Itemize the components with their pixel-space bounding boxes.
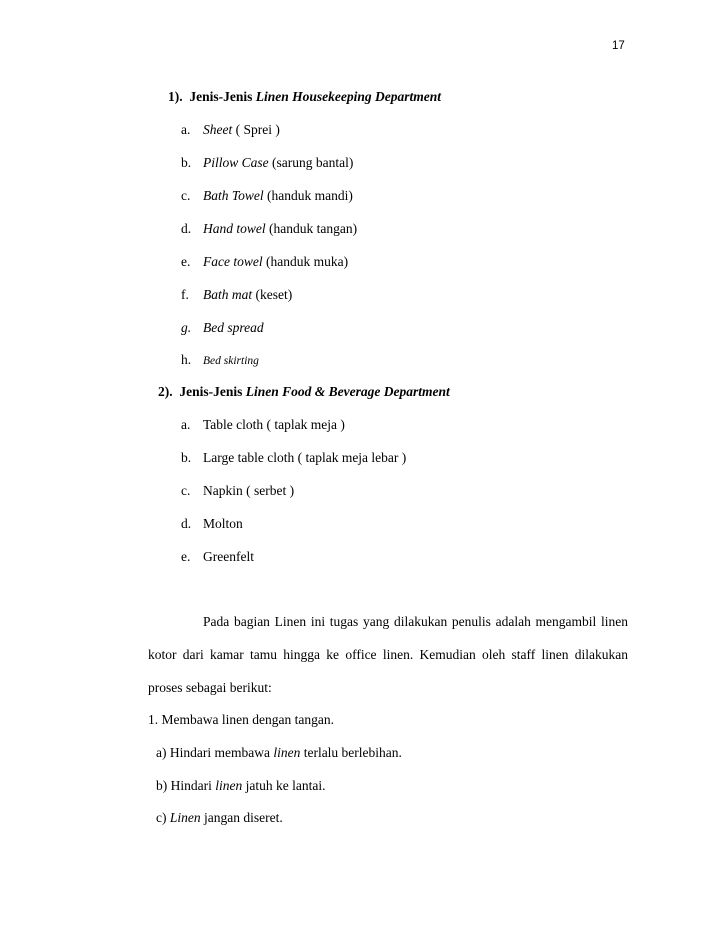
- section1-title-italic: Linen Housekeeping Department: [255, 89, 442, 104]
- list-item: [181, 352, 259, 368]
- item-term: Face towel: [203, 254, 263, 269]
- list-item: [181, 417, 345, 433]
- list-item: [181, 221, 357, 237]
- list-item: [181, 549, 254, 565]
- item-term: Bed spread: [203, 320, 264, 335]
- item-term: Pillow Case: [203, 155, 269, 170]
- sub-item-prefix: b) Hindari: [156, 778, 216, 793]
- list-item: [181, 188, 353, 204]
- sub-item-italic: Linen: [169, 810, 201, 825]
- item-marker: b.: [181, 155, 192, 170]
- item-marker: g.: [181, 320, 192, 335]
- sub-item: [156, 778, 325, 794]
- sub-item-prefix: c): [156, 810, 170, 825]
- item-desc: (keset): [252, 287, 293, 302]
- item-term: Bath mat: [203, 287, 253, 302]
- item-text: Table cloth ( taplak meja ): [203, 417, 345, 432]
- step-1: 1. Membawa linen dengan tangan.: [148, 712, 334, 727]
- list-item: [181, 450, 406, 466]
- item-term: Bed skirting: [203, 355, 259, 367]
- page-number: 17: [612, 40, 625, 52]
- list-item: [181, 122, 280, 138]
- sub-item-suffix: terlalu berlebihan.: [300, 745, 402, 760]
- item-text: Molton: [203, 516, 243, 531]
- item-marker: h.: [181, 352, 192, 367]
- item-desc: (sarung bantal): [268, 155, 354, 170]
- list-item: [181, 287, 292, 303]
- section2-number: 2).: [158, 384, 173, 399]
- item-desc: (handuk muka): [262, 254, 349, 269]
- item-marker: a.: [181, 122, 191, 137]
- list-item: [181, 483, 294, 499]
- item-marker: a.: [181, 417, 191, 432]
- item-marker: d.: [181, 221, 192, 236]
- item-marker: e.: [181, 254, 191, 269]
- item-marker: d.: [181, 516, 192, 531]
- section2-title-italic: Linen Food & Beverage Department: [245, 384, 450, 399]
- section2-heading: [158, 384, 450, 400]
- body-paragraph: Pada bagian Linen ini tugas yang dilakukan penulis adalah mengambil linen kotor dari kamar tamu hingga ke office linen. Kemudian oleh staff linen dilakukan proses sebagai berikut:: [148, 614, 628, 695]
- item-term: Hand towel: [203, 221, 266, 236]
- item-desc: (handuk tangan): [265, 221, 358, 236]
- item-desc: (handuk mandi): [263, 188, 353, 203]
- list-item: [181, 516, 243, 532]
- item-marker: c.: [181, 483, 191, 498]
- sub-item: [156, 810, 283, 826]
- sub-item-suffix: jatuh ke lantai.: [242, 778, 326, 793]
- item-marker: f.: [181, 287, 189, 302]
- sub-item: [156, 745, 402, 761]
- item-desc: ( Sprei ): [232, 122, 280, 137]
- section1-heading: [168, 89, 441, 105]
- sub-item-prefix: a) Hindari membawa: [156, 745, 274, 760]
- item-term: Sheet: [203, 122, 233, 137]
- section1-number: 1).: [168, 89, 183, 104]
- list-item: [181, 155, 353, 171]
- item-marker: e.: [181, 549, 191, 564]
- sub-item-italic: linen: [273, 745, 301, 760]
- sub-item-suffix: jangan diseret.: [200, 810, 283, 825]
- section2-title-plain: Jenis-Jenis: [179, 384, 243, 399]
- item-text: Greenfelt: [203, 549, 254, 564]
- item-marker: b.: [181, 450, 192, 465]
- list-item: [181, 254, 348, 270]
- list-item: [181, 320, 264, 336]
- item-term: Bath Towel: [203, 188, 264, 203]
- item-marker: c.: [181, 188, 191, 203]
- sub-item-italic: linen: [215, 778, 243, 793]
- section1-title-plain: Jenis-Jenis: [189, 89, 253, 104]
- item-text: Napkin ( serbet ): [203, 483, 295, 498]
- item-text: Large table cloth ( taplak meja lebar ): [203, 450, 407, 465]
